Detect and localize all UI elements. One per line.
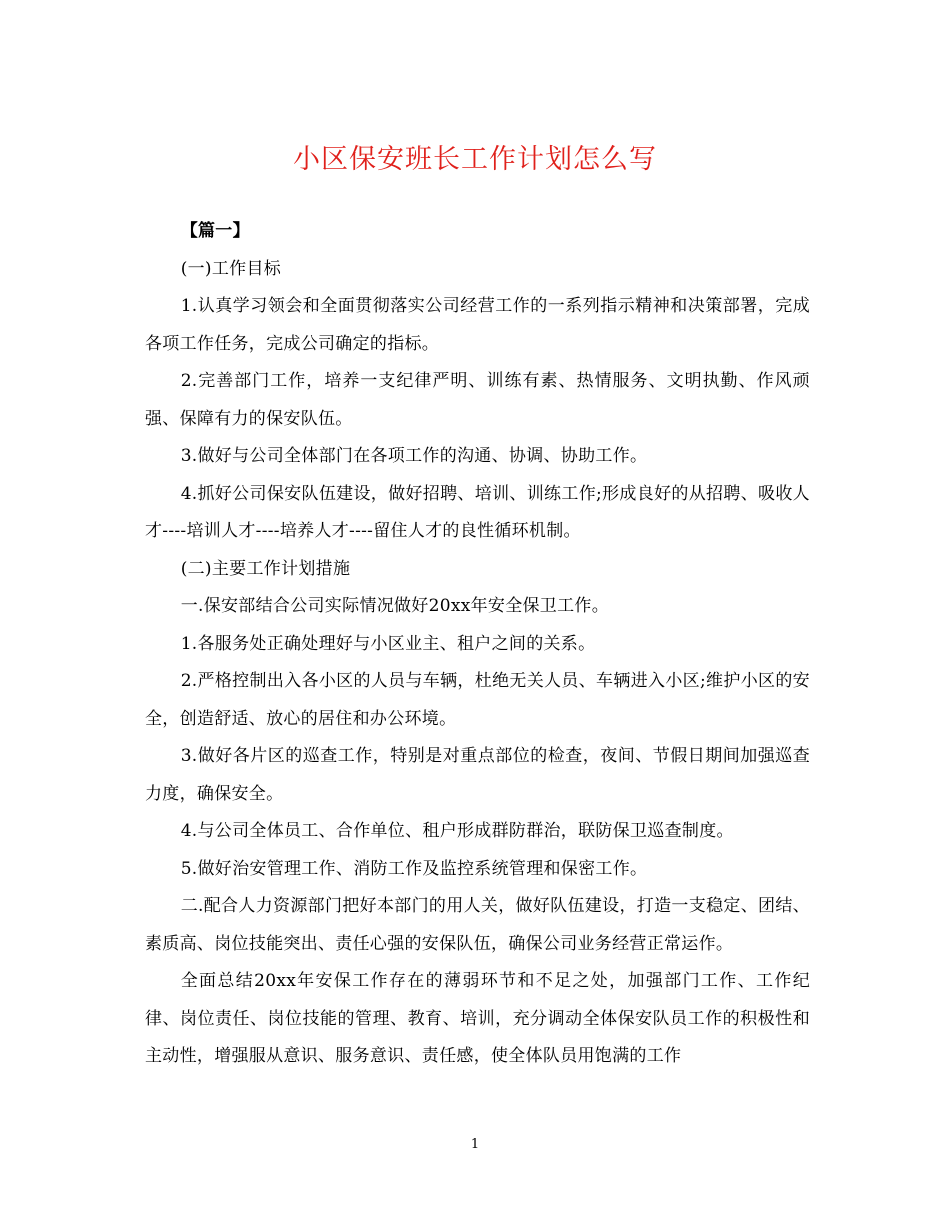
paragraph: 全面总结20xx年安保工作存在的薄弱环节和不足之处，加强部门工作、工作纪律、岗位责任、岗位技能的管理、教育、培训，充分调动全体保安队员工作的积极性和主动性，增强服从意识、服务意识、责任感，使全体队员用饱满的工作 [145, 971, 810, 1066]
paragraph: 3.做好与公司全体部门在各项工作的沟通、协调、协助工作。 [180, 446, 648, 466]
paragraph: 一.保安部结合公司实际情况做好20xx年安全保卫工作。 [180, 596, 609, 616]
paragraph: 4.与公司全体员工、合作单位、租户形成群防群治，联防保卫巡查制度。 [180, 821, 734, 841]
paragraph: 1.各服务处正确处理好与小区业主、租户之间的关系。 [180, 633, 596, 654]
paragraph: 二.配合人力资源部门把好本部门的用人关，做好队伍建设，打造一支稳定、团结、素质高、岗位技能突出、责任心强的安保队伍，确保公司业务经营正常运作。 [145, 896, 810, 954]
paragraph: 5.做好治安管理工作、消防工作及监控系统管理和保密工作。 [180, 858, 648, 879]
paragraph: 1.认真学习领会和全面贯彻落实公司经营工作的一系列指示精神和决策部署，完成各项工作任务，完成公司确定的指标。 [145, 296, 810, 354]
section-heading: 【篇一】 [180, 221, 250, 241]
paragraph: 3.做好各片区的巡查工作，特别是对重点部位的检查，夜间、节假日期间加强巡查力度，确保安全。 [145, 746, 810, 804]
paragraph: 2.完善部门工作，培养一支纪律严明、训练有素、热情服务、文明执勤、作风顽强、保障有力的保安队伍。 [145, 371, 810, 429]
paragraph: 4.抓好公司保安队伍建设，做好招聘、培训、训练工作;形成良好的从招聘、吸收人才----培训人才----培养人才----留住人才的良性循环机制。 [145, 483, 810, 541]
subsection-heading: (一)工作目标 [180, 258, 282, 279]
subsection-heading: (二)主要工作计划措施 [180, 558, 351, 579]
document-title: 小区保安班长工作计划怎么写 [293, 144, 657, 175]
page-number: 1 [470, 1137, 480, 1152]
document-body [145, 213, 810, 1076]
paragraph: 2.严格控制出入各小区的人员与车辆，杜绝无关人员、车辆进入小区;维护小区的安全，创造舒适、放心的居住和办公环境。 [145, 671, 810, 729]
